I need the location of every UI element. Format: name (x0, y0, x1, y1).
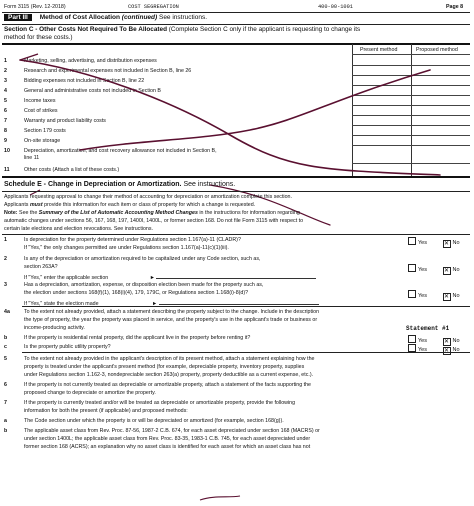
ein: 400-00-1001 (318, 4, 353, 10)
item-text: If the property is currently treated and/or will be treated as depreciable or amortizable property, provide the following (24, 400, 296, 406)
item-text-cont: the type of property, the year the property was placed in service, and the property's use in the applicant's trade or business or (24, 317, 318, 323)
schedule-e-note-3: certain late elections and election revocations. See instructions. (4, 226, 153, 232)
election-entry-label: If "Yes," state the election made (24, 301, 99, 307)
item-number: a (4, 418, 7, 424)
section-entry-field[interactable] (156, 273, 316, 279)
row-label-cont: line 11 (24, 155, 40, 161)
intro-applicants: Applicants (4, 202, 29, 208)
row-label: Bidding expenses not included in Section B, line 22 (24, 78, 145, 84)
no-label: No (452, 267, 460, 273)
intro-rest: provide this information for each item or class of property for which a change is requested. (44, 202, 256, 208)
row-number: 4 (4, 88, 7, 94)
item-text: To the extent not already provided in the applicant's description of its present method, attach a statement explaining how the (24, 356, 315, 362)
item-text-cont: section 263A? (24, 264, 58, 270)
row-number: 1 (4, 58, 7, 64)
note-label: Note: (4, 210, 18, 216)
row-number: 11 (4, 167, 10, 173)
item-text: Has a depreciation, amortization, expense, or disposition election been made for the property such as, (24, 282, 264, 288)
row-label: Research and experimental expenses not included in Section B, line 26 (24, 68, 192, 74)
note-rest: in the instructions for information regarding (199, 210, 300, 216)
item-1-answer (408, 237, 460, 248)
row-label: Cost of strikes (24, 108, 58, 114)
yes-label: Yes (418, 338, 427, 344)
item-text-cont: income-producing activity. (24, 325, 85, 331)
row-label: Marketing, selling, advertising, and distribution expenses (24, 58, 157, 64)
form-id: Form 3115 (Rev. 12-2018) (4, 4, 66, 10)
yes-checkbox[interactable] (408, 344, 416, 352)
row-number: 7 (4, 118, 7, 124)
pen-stroke-3 (20, 54, 38, 60)
yes-checkbox[interactable] (408, 335, 416, 343)
item-number: 5 (4, 356, 7, 362)
election-entry-field[interactable] (159, 299, 319, 305)
item-number: 7 (4, 400, 7, 406)
item-2-answer (408, 264, 460, 275)
no-label: No (452, 347, 460, 353)
note-see: See the (19, 210, 38, 216)
schedule-e-intro-1: Applicants requesting approval to change their method of accounting for depreciation or amortization complete this section. (4, 194, 292, 200)
row-label: Section 179 costs (24, 128, 66, 134)
row-number: 5 (4, 98, 7, 104)
yes-checkbox[interactable] (408, 237, 416, 245)
no-checkbox-checked[interactable]: ✕ (444, 339, 450, 345)
schedule-e-note-2: automatic changes under sections 56, 167, 168, 197, 1400I, 1400L, or former section 168. Do not file Form 3115 with respect to (4, 218, 304, 224)
item-number: 3 (4, 282, 7, 288)
row-label: Income taxes (24, 98, 56, 104)
yes-checkbox[interactable] (408, 264, 416, 272)
col-present-header: Present method (360, 47, 398, 53)
schedule-e-intro-2 (4, 202, 255, 208)
item-rule (22, 306, 470, 307)
section-c-note2: method for these costs.) (4, 34, 73, 41)
taxpayer-name: COST SEGREGATION (128, 4, 179, 10)
no-checkbox-checked[interactable]: ✕ (444, 294, 450, 300)
item-text-cont: under Regulations section 1.162-3, nondepreciable section 263(a) property, property deductible as a current expense, etc.). (24, 372, 314, 378)
part-title-suffix: (continued) (121, 14, 158, 21)
item-text: The Code section under which the property is or will be depreciated or amortized (for example, section 168(g)). (24, 418, 284, 424)
page-number: Page 8 (446, 4, 464, 10)
item-rule (22, 352, 470, 353)
yes-label: Yes (418, 293, 427, 299)
section-entry-label: If "Yes," enter the applicable section (24, 275, 109, 281)
yes-checkbox[interactable] (408, 290, 416, 298)
schedule-e-rule (2, 191, 470, 192)
note-summary: Summary of the List of Automatic Accounting Method Changes (38, 210, 198, 216)
election-entry-row: If "Yes," state the election made ► (24, 299, 319, 307)
no-checkbox-checked[interactable]: ✕ (444, 268, 450, 274)
yes-label: Yes (418, 347, 427, 353)
item-text: Is depreciation for the property determined under Regulations section 1.167(a)-11 (CLADR)? (24, 237, 241, 243)
row-number: 9 (4, 138, 7, 144)
yes-label: Yes (418, 267, 427, 273)
item-number: b (4, 428, 8, 434)
part-title: Method of Cost Allocation (39, 14, 120, 21)
item-number: c (4, 344, 7, 350)
no-label: No (452, 293, 460, 299)
section-c-heading: Section C - Other Costs Not Required To Be Allocated (4, 26, 167, 33)
row-label: On-site storage (24, 138, 61, 144)
item-number: 6 (4, 382, 7, 388)
item-number: 4a (4, 309, 10, 315)
item-text: If the property is residential rental property, did the applicant live in the property before renting it? (24, 335, 251, 341)
row-number: 6 (4, 108, 7, 114)
no-checkbox-checked[interactable]: ✕ (444, 241, 450, 247)
row-number: 3 (4, 78, 7, 84)
intro-must: must (29, 202, 43, 208)
no-label: No (452, 240, 460, 246)
pen-stroke-2 (80, 70, 430, 150)
item-number: b (4, 335, 8, 341)
schedule-e-note (4, 210, 300, 216)
item-text: If the property is not currently treated as depreciable or amortizable property, attach a statement of the facts supporting the (24, 382, 311, 388)
row-number: 8 (4, 128, 7, 134)
item-4c-answer (408, 344, 460, 355)
item-text: To the extent not already provided, attach a statement describing the property subject to the change. Include in the description (24, 309, 320, 315)
yes-label: Yes (418, 240, 427, 246)
schedule-e-heading-row (4, 181, 235, 189)
section-entry-row: If "Yes," enter the applicable section ► (24, 273, 316, 281)
item-text: Is any of the depreciation or amortization required to be capitalized under any Code section, such as, (24, 256, 261, 262)
schedule-e-heading: Schedule E - Change in Depreciation or Amortization. (4, 181, 182, 188)
no-label: No (452, 338, 460, 344)
item-text-cont: property is treated under the applicant's present method (for example, depreciable property, inventory property, supplies (24, 364, 305, 370)
section-c-note: (Complete Section C only if the applicant is requesting to change its (168, 26, 361, 33)
row-number: 2 (4, 68, 7, 74)
no-checkbox-checked[interactable]: ✕ (444, 348, 450, 354)
pen-stroke-6 (200, 496, 240, 500)
schedule-e-see: See instructions. (183, 181, 236, 188)
col-proposed-header: Proposed method (416, 47, 458, 53)
statement-reference: Statement #1 (406, 325, 450, 332)
row-label: Depreciation, amortization, and cost recovery allowance not included in Section B, (24, 148, 217, 154)
item-text-cont: proposed change to depreciate or amortize the property. (24, 390, 156, 396)
part-see: See instructions. (158, 14, 208, 21)
item-text-cont: the election under sections 168(f)(1), 168(i)(4), 179, 179C, or Regulations section 1.168(i)-8(d)? (24, 290, 249, 296)
part-label: Part III (4, 14, 32, 21)
item-number: 2 (4, 256, 7, 262)
row-label: General and administrative costs not included in Section B (24, 88, 161, 94)
row-label: Warranty and product liability costs (24, 118, 106, 124)
item-text-cont: information for both the present (if applicable) and proposed methods: (24, 408, 188, 414)
row-number: 10 (4, 148, 10, 154)
schedule-e-intro-rule (2, 234, 470, 235)
item-text: Is the property public utility property? (24, 344, 111, 350)
item-text: The applicable asset class from Rev. Proc. 87-56, 1987-2 C.B. 674, for each asset depreciated under section 168 (MACRS) or (24, 428, 320, 434)
item-text-cont: If "Yes," the only changes permitted are under Regulations section 1.167(a)-11(c)(1)(iii). (24, 245, 229, 251)
item-text-cont: former section 168 (ACRS); an explanation why no asset class is identified for each asset for which an asset class has not (24, 444, 311, 450)
item-3-answer (408, 290, 460, 301)
row-label: Other costs (Attach a list of these costs.) (24, 167, 120, 173)
item-text-cont: under section 1400L; the applicable asset class from Rev. Proc. 83-35, 1983-1 C.B. 745, for each asset depreciated under (24, 436, 311, 442)
item-number: 1 (4, 237, 7, 243)
pen-stroke-1 (20, 60, 440, 175)
